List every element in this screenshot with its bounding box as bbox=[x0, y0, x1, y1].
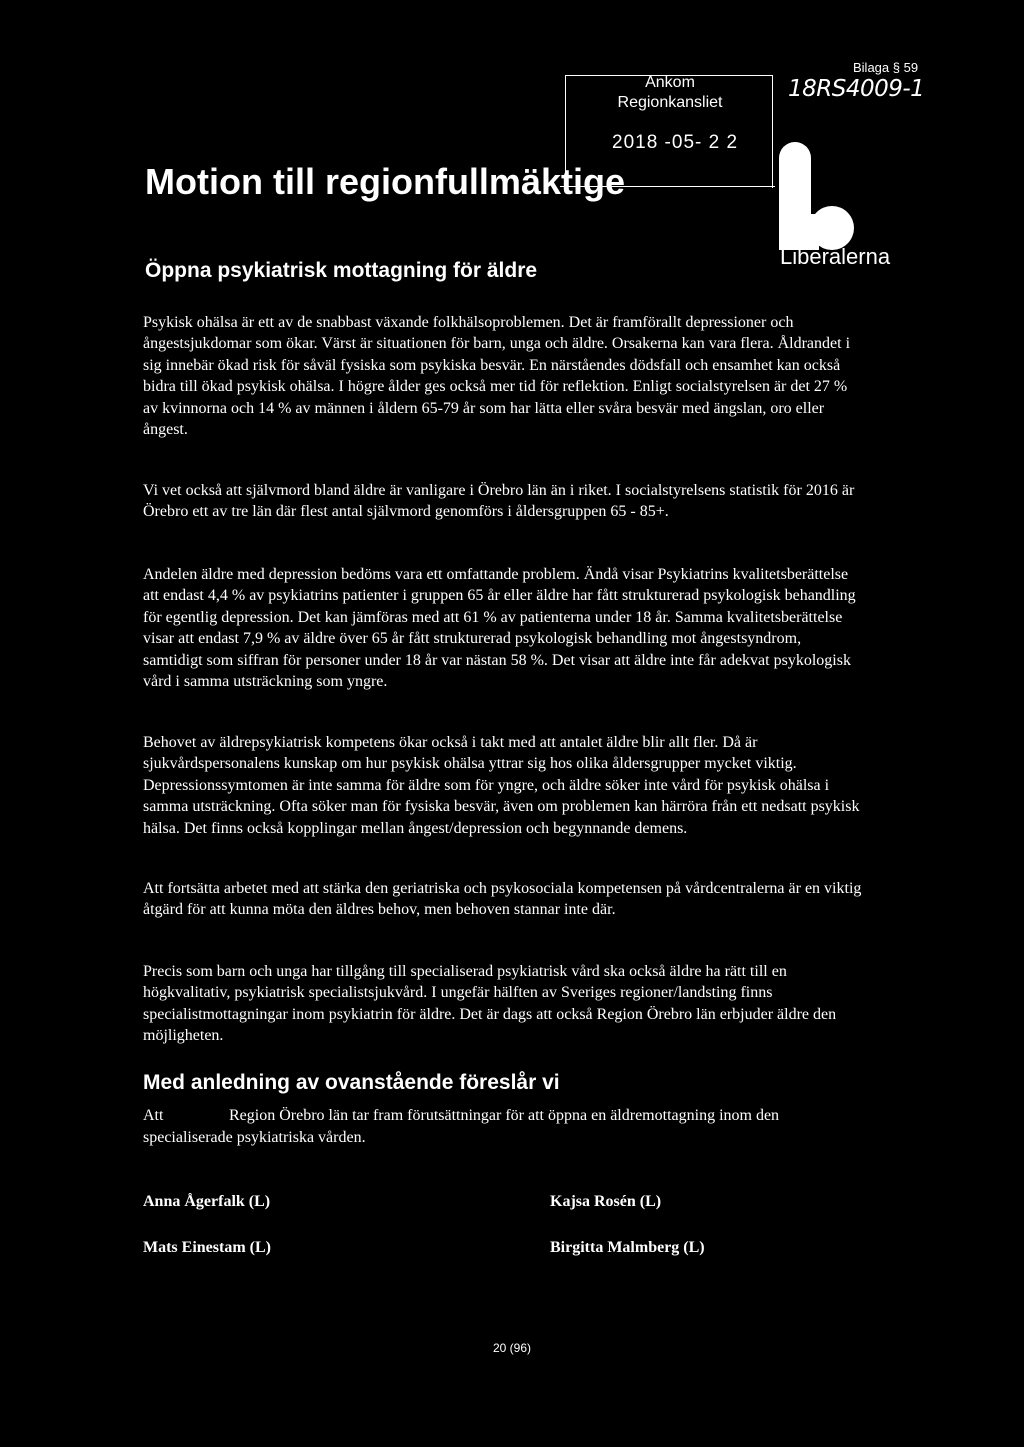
proposal-heading: Med anledning av ovanstående föreslår vi bbox=[143, 1071, 560, 1094]
signature-3: Mats Einestam (L) bbox=[143, 1239, 271, 1256]
stamp-label: Ankom bbox=[645, 74, 695, 91]
page-title: Motion till regionfullmäktige bbox=[145, 161, 625, 202]
paragraph-4: Behovet av äldrepsykiatrisk kompetens ökar också i takt med att antalet äldre blir allt fler. Då är sjukvårdspersonalens kunskap om hur psykisk ohälsa yttrar sig hos olika åldersgrupper mycket viktig. Depressionssymtomen är inte samma för äldre som för yngre, och äldre söker inte vård för psykisk ohälsa i samma utsträckning. Ofta söker man för fysiska besvär, även om problemen kan härröra från ett nedsatt psykisk hälsa. Det finns också kopplingar mellan ångest/depression och begynnande demens. bbox=[143, 734, 860, 837]
paragraph-6: Precis som barn och unga har tillgång till specialiserad psykiatrisk vård ska också äldre ha rätt till en högkvalitativ, psykiatrisk specialistsjukvård. I ungefär hälften av Sveriges regioner/landsting finns specialistmottagningar inom psykiatrin för äldre. Det är dags att också Region Örebro län erbjuder äldre den möjligheten. bbox=[143, 963, 837, 1045]
proposal-att: Att bbox=[143, 1107, 164, 1124]
proposal-text bbox=[143, 1105, 863, 1149]
signature-1: Anna Ågerfalk (L) bbox=[143, 1193, 271, 1210]
page-number: 20 (96) bbox=[492, 1341, 532, 1355]
bilaga-label: Bilaga § 59 bbox=[853, 60, 919, 75]
stamp-office: Regionkansliet bbox=[617, 94, 723, 111]
signature-4: Birgitta Malmberg (L) bbox=[550, 1239, 705, 1256]
motion-subtitle: Öppna psykiatrisk mottagning för äldre bbox=[145, 259, 538, 282]
paragraph-1: Psykisk ohälsa är ett av de snabbast växande folkhälsoproblemen. Det är framförallt depressioner och ångestsjukdomar som ökar. Värst är situationen för barn, unga och äldre. Orsakerna kan vara flera. Åldrandet i sig innebär ökad risk för såväl fysiska som psykiska besvär. En närståendes dödsfall och ensamhet kan också bidra till ökad psykisk ohälsa. I högre ålder ges också mer tid för reflektion. Enligt socialstyrelsen är det 27 % av kvinnorna och 14 % av männen i åldern 65-79 år som har lätta eller svåra besvär med ängslan, oro eller ångest. bbox=[143, 314, 851, 439]
diary-number: 18RS4009-1 bbox=[788, 76, 925, 102]
logo-text: Liberalerna bbox=[780, 244, 891, 269]
proposal-body: Region Örebro län tar fram förutsättningar för att öppna en äldremottagning inom den specialiserade psykiatriska vården. bbox=[143, 1107, 780, 1146]
stamp-date: 2018 -05- 2 2 bbox=[612, 132, 739, 153]
paragraph-3: Andelen äldre med depression bedöms vara ett omfattande problem. Ändå visar Psykiatrins kvalitetsberättelse att endast 4,4 % av psykiatrins patienter i gruppen 65 år eller äldre har fått strukturerad psykologisk behandling för egentlig depression. Det kan jämföras med att 61 % av patienterna under 18 år. Samma kvalitetsberättelse visar att endast 7,9 % av äldre över 65 år fått strukturerad psykologisk behandling mot ångestsyndrom, samtidigt som siffran för personer under 18 år var nästan 58 %. Det visar att äldre inte får adekvat psykologisk vård i samma utsträckning som yngre. bbox=[143, 566, 856, 691]
paragraph-5: Att fortsätta arbetet med att stärka den geriatriska och psykosociala kompetensen på vårdcentralerna är en viktig åtgärd för att kunna möta den äldres behov, men behoven stannar inte där. bbox=[143, 880, 862, 919]
paragraph-2: Vi vet också att självmord bland äldre är vanligare i Örebro län än i riket. I socialstyrelsens statistik för 2016 är Örebro ett av tre län där flest antal självmord genomförs i åldersgruppen 65 - 85+. bbox=[143, 482, 855, 521]
signature-2: Kajsa Rosén (L) bbox=[550, 1193, 662, 1210]
